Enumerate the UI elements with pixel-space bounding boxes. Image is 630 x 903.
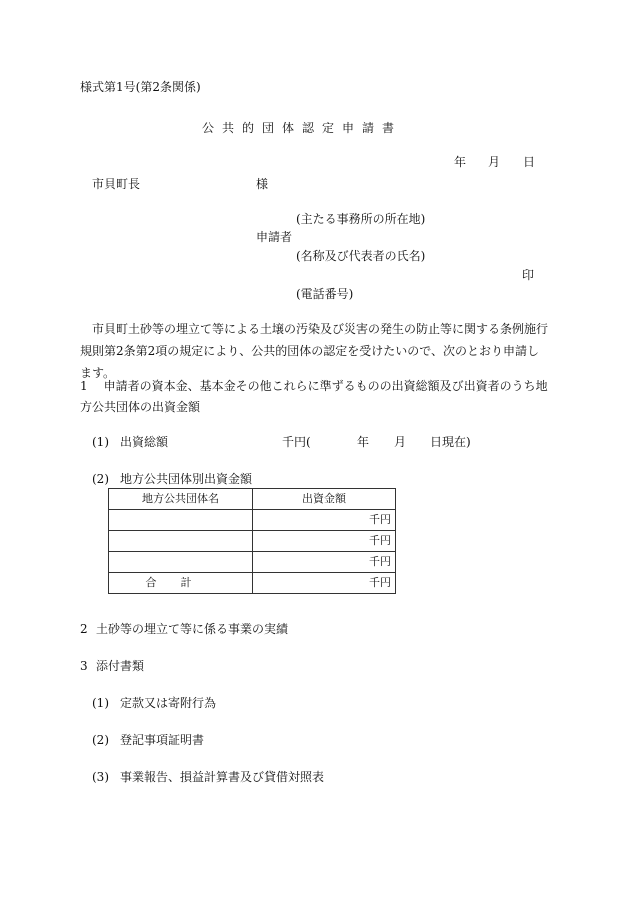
attachment-2-number: (2): [92, 733, 109, 747]
section-1-sub1-suffix: 日現在): [430, 435, 471, 449]
total-label-cell: [109, 573, 253, 594]
addressee-name: 市貝町長: [92, 177, 141, 191]
section-1-text: 申請者の資本金、基本金その他これらに準ずるものの出資総額及び出資者のうち地方公共団体の出資金額: [80, 379, 548, 414]
cell-municipality-name[interactable]: [109, 510, 253, 531]
form-number: 様式第1号(第2条関係): [80, 80, 201, 94]
section-1-sub1-year: 年: [357, 435, 370, 449]
addressee-honorific: 様: [256, 177, 269, 191]
table-row: [109, 531, 396, 552]
total-label: 合計: [145, 576, 216, 589]
section-2-number: 2: [80, 622, 88, 636]
investment-table: [108, 488, 396, 594]
attachment-1-number: (1): [92, 696, 109, 710]
section-1-sub2-label: 地方公共団体別出資金額: [120, 472, 253, 486]
table-row: [109, 510, 396, 531]
intro-text: 市貝町土砂等の埋立て等による土壌の汚染及び災害の発生の防止等に関する条例施行規則第2条第2項の規定により、公共的団体の認定を受けたいので、次のとおり申請します。: [80, 322, 549, 380]
attachment-3-number: (3): [92, 770, 109, 784]
cell-amount[interactable]: 千円: [253, 552, 396, 573]
applicant-label: 申請者: [256, 230, 293, 244]
attachment-2-text: 登記事項証明書: [120, 733, 205, 747]
applicant-phone-label: (電話番号): [296, 287, 354, 301]
section-1-sub2-number: (2): [92, 472, 109, 486]
cell-municipality-name[interactable]: [109, 552, 253, 573]
cell-municipality-name[interactable]: [109, 531, 253, 552]
section-2-text: 土砂等の埋立て等に係る事業の実績: [96, 622, 289, 636]
total-amount-cell[interactable]: 千円: [253, 573, 396, 594]
date-day: 日: [523, 155, 536, 169]
attachment-1-text: 定款又は寄附行為: [120, 696, 217, 710]
table-row: [109, 552, 396, 573]
cell-amount[interactable]: 千円: [253, 531, 396, 552]
table-total-row: [109, 573, 396, 594]
applicant-name-label: (名称及び代表者の氏名): [296, 249, 426, 263]
attachment-3-text: 事業報告、損益計算書及び貸借対照表: [120, 770, 325, 784]
section-1-sub1-month: 月: [394, 435, 407, 449]
date-month: 月: [488, 155, 501, 169]
cell-amount[interactable]: 千円: [253, 510, 396, 531]
section-1-number: 1: [80, 379, 88, 393]
header-amount: 出資金額: [253, 489, 396, 510]
applicant-address-label: (主たる事務所の所在地): [296, 212, 426, 226]
section-1-sub1-number: (1): [92, 435, 109, 449]
section-1-sub1-unit: 千円(: [282, 435, 311, 449]
section-1-sub1-label: 出資総額: [120, 435, 169, 449]
seal-mark: 印: [522, 268, 535, 282]
table-header-row: [109, 489, 396, 510]
section-1: [80, 376, 550, 418]
date-year: 年: [454, 155, 467, 169]
header-municipality: 地方公共団体名: [109, 489, 253, 510]
document-title: 公共的団体認定申請書: [202, 121, 403, 135]
section-3-text: 添付書類: [96, 659, 145, 673]
intro-paragraph: [80, 318, 548, 384]
section-3-number: 3: [80, 659, 88, 673]
